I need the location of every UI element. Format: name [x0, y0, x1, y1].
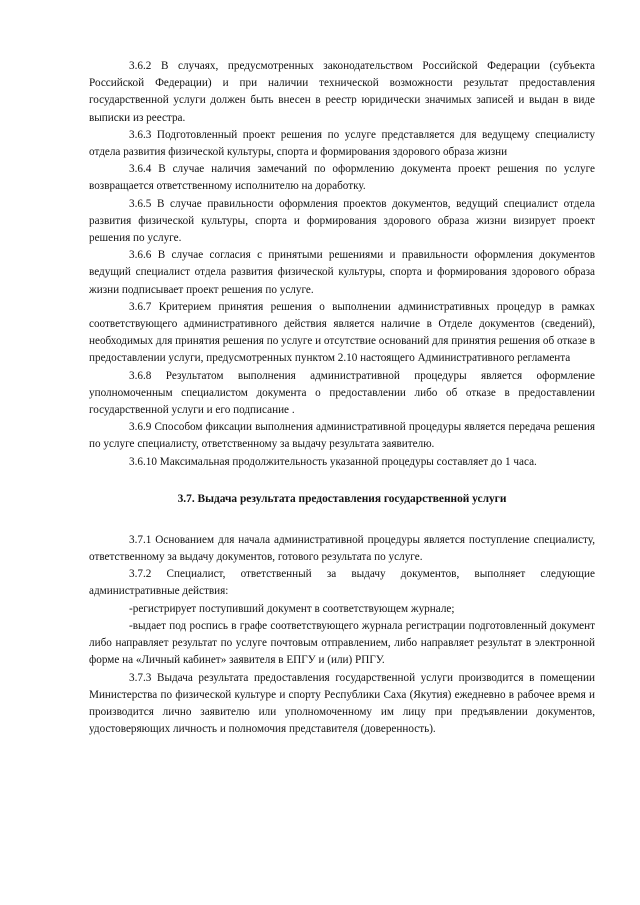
- paragraph-3-6-9: 3.6.9 Способом фиксации выполнения административной процедуры является передача решения по услуге специалисту, ответственному за выдачу результата заявителю.: [89, 421, 595, 451]
- paragraph-3-7-2: 3.7.2 Специалист, ответственный за выдачу документов, выполняет следующие административные действия:: [89, 568, 595, 598]
- list-item-register: -регистрирует поступивший документ в соответствующем журнале;: [129, 602, 455, 615]
- paragraph-3-6-7: 3.6.7 Критерием принятия решения о выполнении административных процедур в рамках соответствующего административного действия является наличие в Отделе документов (сведений), необходимых для принятия решения по услуге и отсутствие оснований для принятия решения об отказе в предоставлении услуги, предусмотренных пунктом 2.10 настоящего Административного регламента: [89, 300, 595, 365]
- section-heading-3-7: 3.7. Выдача результата предоставления государственной услуги: [177, 492, 507, 505]
- paragraph-3-6-2: 3.6.2 В случаях, предусмотренных законодательством Российской Федерации (субъекта Российской Федерации) и при наличии технической возможности результат предоставления государственной услуги должен быть внесен в реестр юридически значимых записей и выдан в виде выписки из реестра.: [89, 60, 595, 124]
- paragraph-3-6-4: 3.6.4 В случае наличия замечаний по оформлению документа проект решения по услуге возвращается ответственному исполнителю на доработку.: [89, 163, 595, 193]
- paragraph-3-7-3: 3.7.3 Выдача результата предоставления государственной услуги производится в помещении Министерства по физической культуре и спорту Республики Саха (Якутия) ежедневно в рабочее время и производится лично заявителю или уполномоченному им лицу при предъявлении документов, удостоверяющих личность и полномочия представителя (доверенность).: [89, 671, 595, 736]
- paragraph-3-6-6: 3.6.6 В случае согласия с принятыми решениями и правильности оформления документов ведущий специалист отдела развития физической культуры, спорта и формирования здорового образа жизни подписывает проект решения по услуге.: [89, 249, 595, 296]
- paragraph-3-6-10: 3.6.10 Максимальная продолжительность указанной процедуры составляет до 1 часа.: [129, 455, 537, 468]
- paragraph-3-7-1: 3.7.1 Основанием для начала административной процедуры является поступление специалисту, ответственному за выдачу документов, готового результата по услуге.: [89, 533, 595, 564]
- paragraph-3-6-3: 3.6.3 Подготовленный проект решения по услуге представляется для ведущему специалисту отдела развития физической культуры, спорта и формирования здорового образа жизни: [89, 128, 595, 159]
- paragraph-3-6-8: 3.6.8 Результатом выполнения административной процедуры является оформление уполномоченным специалистом документа о предоставлении либо об отказе в предоставлении государственной услуги и его подписание .: [89, 369, 595, 417]
- paragraph-3-6-5: 3.6.5 В случае правильности оформления проектов документов, ведущий специалист отдела развития физической культуры, спорта и формирования здорового образа жизни визирует проект решения по услуге.: [89, 197, 595, 245]
- list-item-issue: -выдает под роспись в графе соответствующего журнала регистрации подготовленный документ либо направляет результат по услуге почтовым отправлением, либо направляет результат в электронной форме на «Личный кабинет» заявителя в ЕПГУ и (или) РПГУ.: [89, 619, 595, 667]
